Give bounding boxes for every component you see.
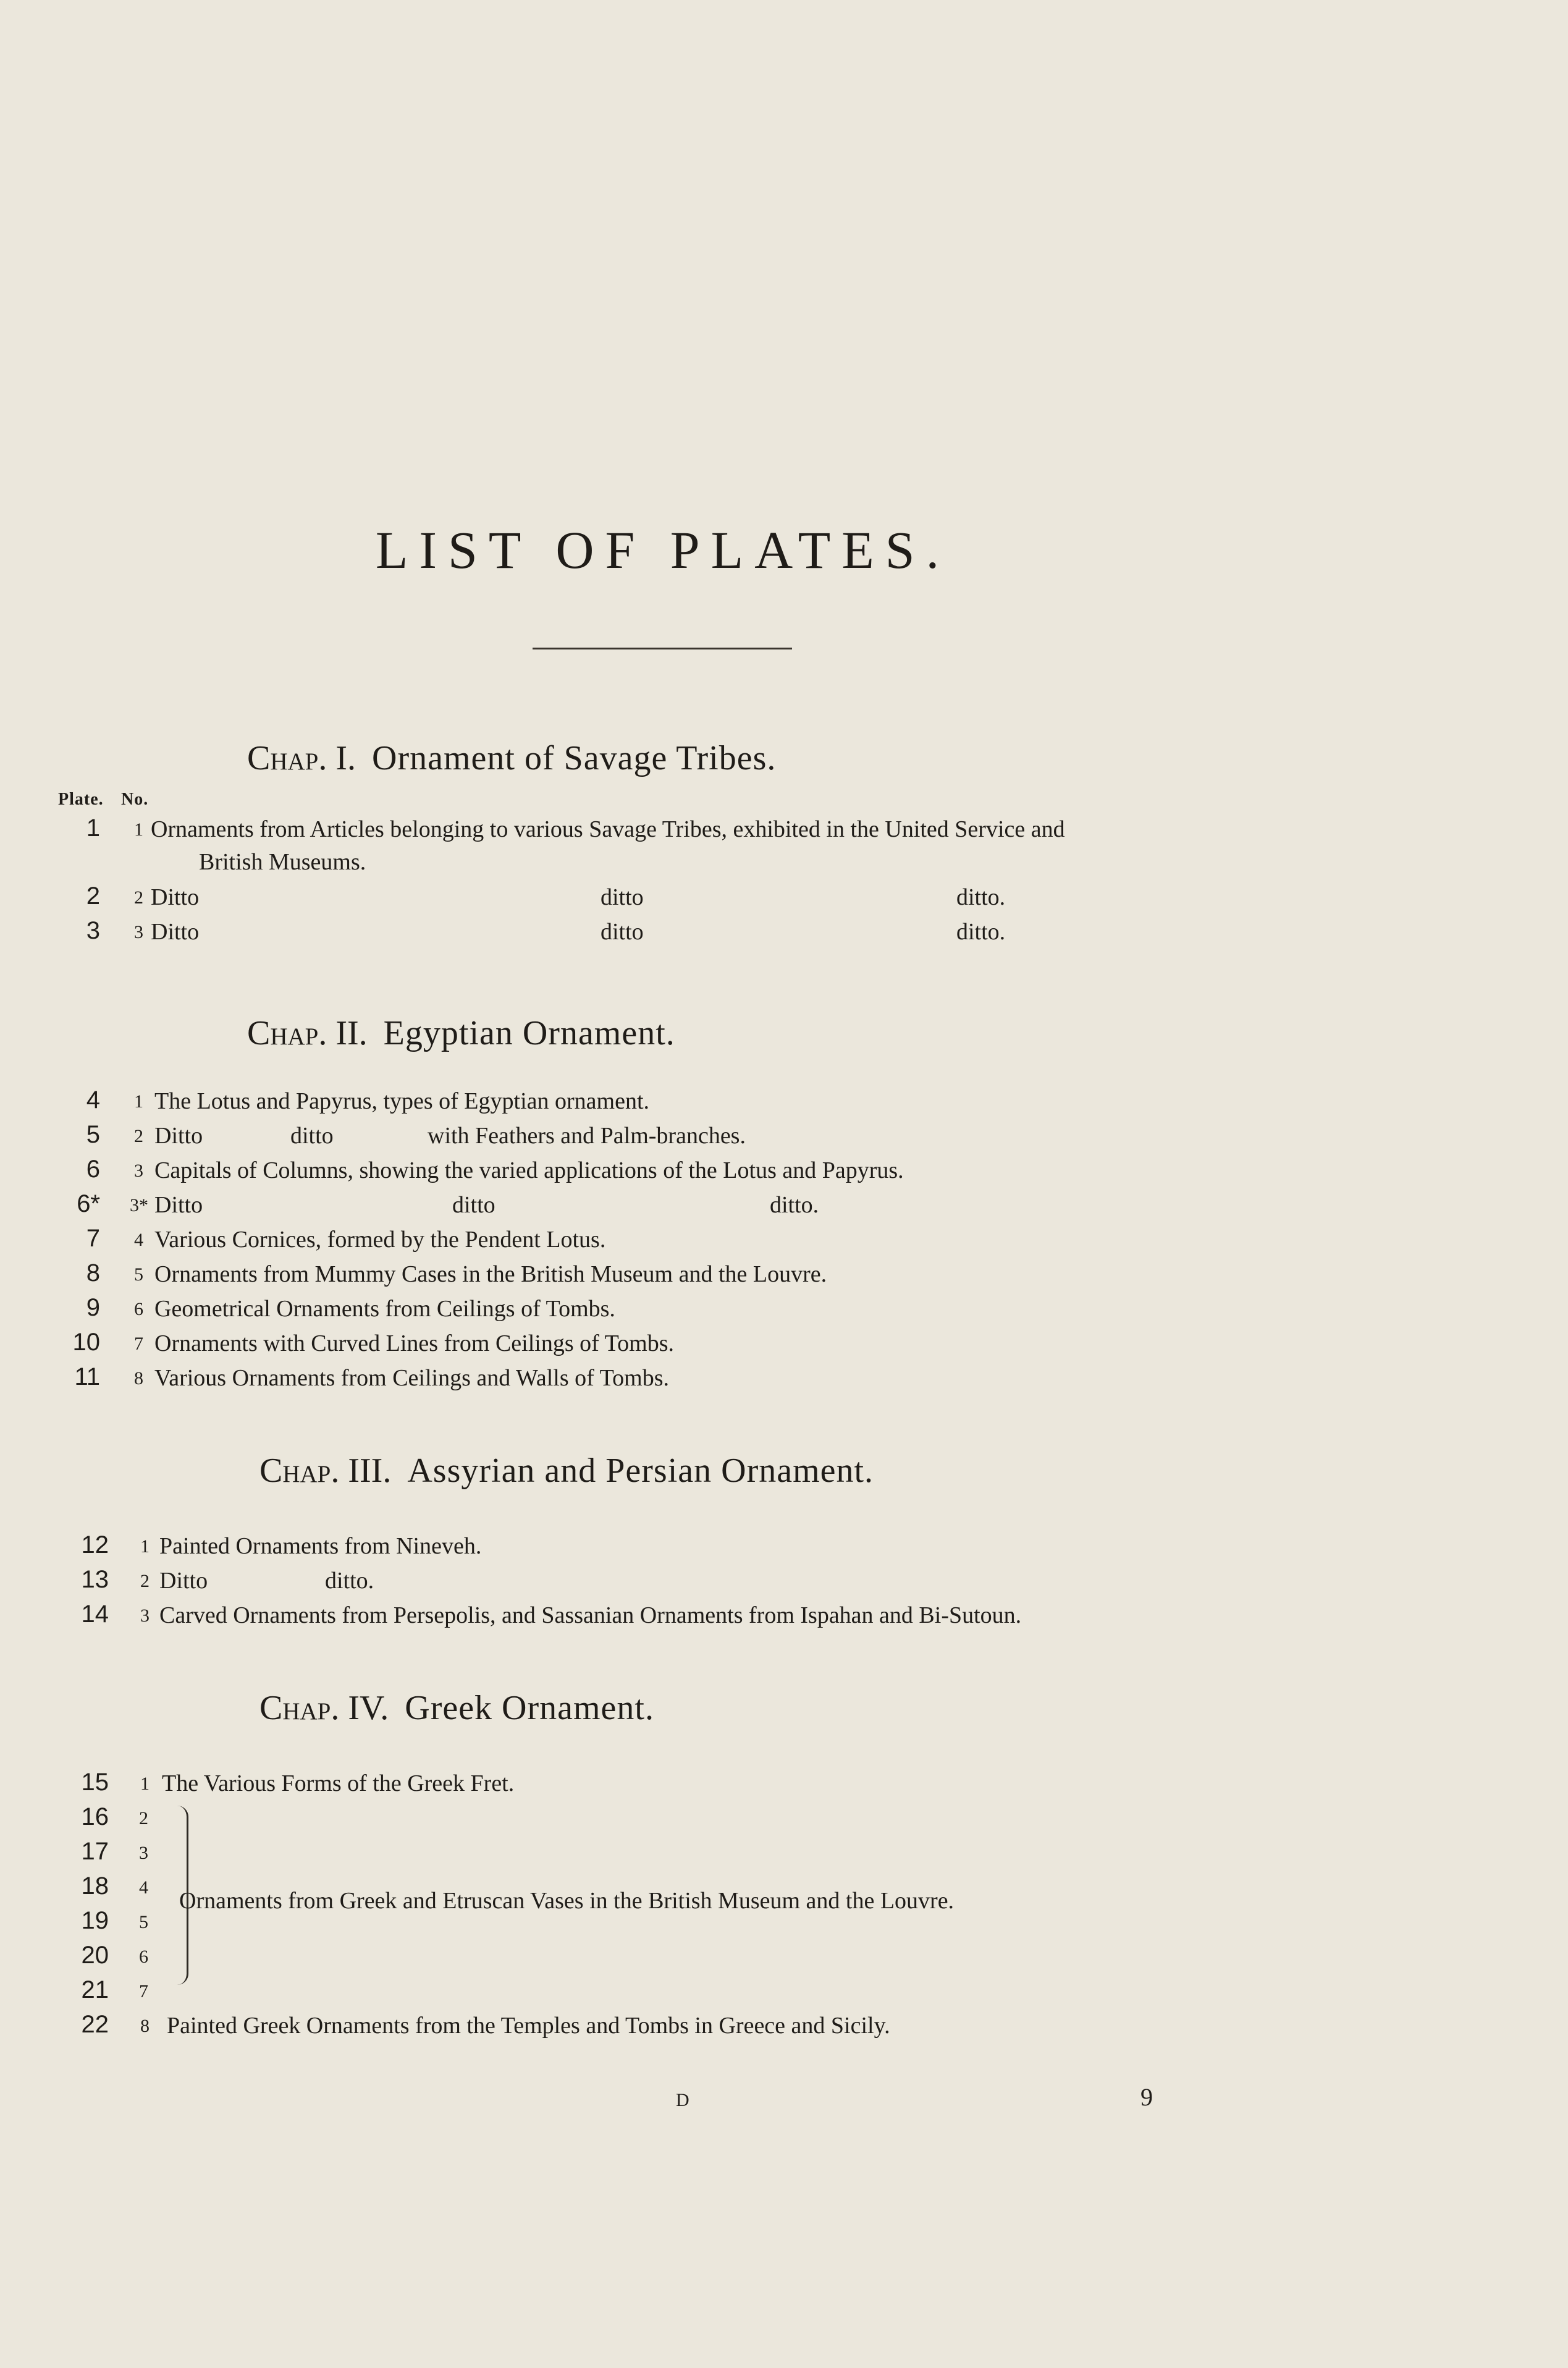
entry-description: Painted Greek Ornaments from the Temples and Tombs in Greece and Sicily. <box>167 2013 890 2039</box>
entry-description-continued: British Museums. <box>199 849 366 875</box>
entry-description: Ditto <box>151 919 200 945</box>
entry-description: Ornaments with Curved Lines from Ceilings of Tombs. <box>154 1330 674 1356</box>
entry-number: 1 <box>134 1091 143 1112</box>
entry-number: 3 <box>134 1161 143 1181</box>
chapter-2-title: Egyptian Ornament. <box>383 1014 675 1052</box>
plate-number: 6 <box>86 1156 100 1183</box>
plate-number: 16 <box>81 1803 109 1830</box>
entry-description: Capitals of Columns, showing the varied applications of the Lotus and Papyrus. <box>154 1157 904 1183</box>
entry-number: 5 <box>134 1264 143 1285</box>
entry-ditto: ditto <box>290 1123 334 1149</box>
entry-number: 8 <box>134 1368 143 1389</box>
entry-number: 2 <box>140 1571 150 1591</box>
entry-description: Carved Ornaments from Persepolis, and Sassanian Ornaments from Ispahan and Bi-Sutoun. <box>159 1602 1022 1628</box>
plate-number: 13 <box>81 1566 109 1593</box>
plate-number: 3 <box>86 917 100 944</box>
no-column-header: No. <box>121 790 149 809</box>
plate-number: 1 <box>86 814 100 842</box>
page-title: LIST OF PLATES. <box>375 520 951 580</box>
chapter-1-title: Ornament of Savage Tribes. <box>372 739 777 777</box>
chapter-1-label: Chap. I. <box>247 739 356 777</box>
entry-description: Ditto <box>151 884 200 910</box>
entry-number: 2 <box>134 887 143 908</box>
plate-number: 22 <box>81 2011 109 2038</box>
entry-number: 7 <box>139 1981 148 2002</box>
plate-number: 4 <box>86 1086 100 1114</box>
entry-number: 4 <box>134 1230 143 1250</box>
plate-number: 18 <box>81 1872 109 1900</box>
plate-column-header: Plate. <box>58 790 104 809</box>
plate-number: 11 <box>74 1363 100 1390</box>
entry-number: 3 <box>140 1605 150 1626</box>
entry-number: 1 <box>140 1774 150 1794</box>
entry-ditto: ditto <box>601 884 644 910</box>
plate-number: 9 <box>86 1294 100 1321</box>
entry-number: 6 <box>134 1299 143 1319</box>
grouped-entry-description: Ornaments from Greek and Etruscan Vases in the British Museum and the Louvre. <box>179 1888 955 1914</box>
entry-description-continued: with Feathers and Palm-branches. <box>428 1123 746 1149</box>
chapter-3-title: Assyrian and Persian Ornament. <box>407 1452 874 1490</box>
entry-ditto: ditto <box>452 1192 495 1218</box>
plate-number: 2 <box>86 882 100 910</box>
chapter-2-heading <box>247 1013 675 1053</box>
entry-description: The Various Forms of the Greek Fret. <box>162 1770 515 1796</box>
chapter-2-label: Chap. II. <box>247 1014 368 1052</box>
plate-number: 10 <box>72 1329 100 1356</box>
plate-number: 6* <box>77 1190 100 1217</box>
entry-number: 8 <box>140 2016 150 2036</box>
entry-description: Geometrical Ornaments from Ceilings of Tombs. <box>154 1296 615 1322</box>
entry-description: Various Cornices, formed by the Pendent Lotus. <box>154 1227 606 1253</box>
entry-number: 1 <box>140 1536 150 1557</box>
entry-description: Various Ornaments from Ceilings and Walls of Tombs. <box>154 1365 670 1391</box>
plate-number: 8 <box>86 1259 100 1287</box>
entry-number: 1 <box>134 819 143 840</box>
entry-number: 6 <box>139 1947 148 1967</box>
entry-number: 2 <box>139 1808 148 1829</box>
chapter-1-heading <box>247 738 776 778</box>
chapter-3-label: Chap. III. <box>259 1452 392 1490</box>
plate-number: 20 <box>81 1942 109 1969</box>
plate-number: 12 <box>81 1531 109 1558</box>
entry-description: Ditto <box>154 1192 203 1218</box>
entry-description: Ornaments from Mummy Cases in the British Museum and the Louvre. <box>154 1261 827 1287</box>
entry-number: 3 <box>139 1843 148 1863</box>
chapter-3-heading <box>259 1451 874 1491</box>
entry-ditto: ditto. <box>325 1568 374 1594</box>
plate-number: 14 <box>81 1601 109 1628</box>
entry-description: Ditto <box>154 1123 203 1149</box>
entry-description: Painted Ornaments from Nineveh. <box>159 1533 482 1559</box>
entry-ditto: ditto. <box>770 1192 819 1218</box>
plate-number: 7 <box>86 1225 100 1252</box>
entry-description: Ditto <box>159 1568 208 1594</box>
entry-ditto: ditto. <box>956 884 1006 910</box>
chapter-4-title: Greek Ornament. <box>405 1689 654 1727</box>
entry-number: 5 <box>139 1912 148 1932</box>
page-number: 9 <box>1140 2083 1153 2111</box>
entry-description: Ornaments from Articles belonging to various Savage Tribes, exhibited in the United Service and <box>151 816 1065 842</box>
entry-number: 4 <box>139 1877 148 1898</box>
title-rule <box>533 648 792 649</box>
chapter-4-label: Chap. IV. <box>259 1689 389 1727</box>
entry-ditto: ditto <box>601 919 644 945</box>
plate-number: 19 <box>81 1907 109 1934</box>
chapter-4-heading <box>259 1688 654 1728</box>
entry-number: 3 <box>134 922 143 942</box>
entry-number: 3* <box>130 1195 148 1216</box>
plate-number: 17 <box>81 1838 109 1865</box>
entry-number: 7 <box>134 1334 143 1354</box>
signature-mark: D <box>676 2090 689 2110</box>
entry-description: The Lotus and Papyrus, types of Egyptian ornament. <box>154 1088 650 1114</box>
plate-number: 5 <box>86 1121 100 1148</box>
entry-ditto: ditto. <box>956 919 1006 945</box>
plate-number: 21 <box>81 1976 109 2003</box>
plate-number: 15 <box>81 1769 109 1796</box>
entry-number: 2 <box>134 1126 143 1146</box>
